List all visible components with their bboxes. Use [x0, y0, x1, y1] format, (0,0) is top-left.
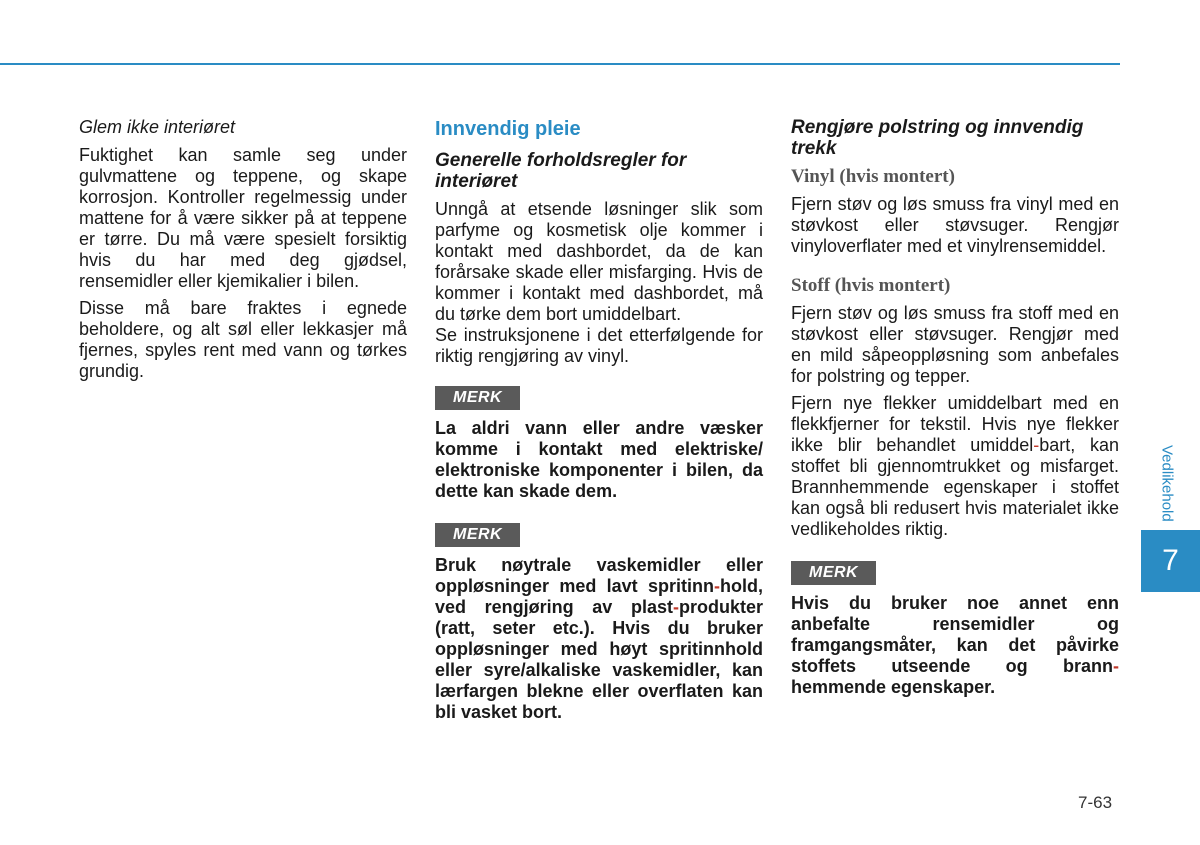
chapter-tab: 7: [1141, 530, 1200, 592]
note-badge: MERK: [791, 561, 876, 585]
page-number: 7-63: [1078, 793, 1113, 812]
hyphen: -: [1113, 656, 1119, 676]
note-text-part: Bruk nøytrale vaskemidler eller oppløsninger med lavt spritinn: [435, 555, 763, 596]
hyphen: -: [1033, 435, 1040, 455]
vinyl-heading: Vinyl (hvis montert): [791, 166, 955, 187]
note-fabric: [791, 561, 1119, 698]
vinyl-text: Fjern støv og løs smuss fra vinyl med en støvkost eller støvsuger. Rengjør vinyloverflater med et vinylrensemiddel.: [791, 194, 1119, 256]
note-electrical-text: La aldri vann eller andre væsker komme i kontakt med elektriske/ elektroniske komponenter i bilen, da dette kan skade dem.: [435, 418, 763, 501]
column-1: [79, 117, 407, 388]
note-text-part: Hvis du bruker noe annet enn anbefalte rensemidler og framgangsmåter, kan det påvirke stoffets utseende og brann: [791, 593, 1119, 676]
note-text-part: hemmende egenskaper.: [791, 677, 996, 697]
vinyl-instructions-paragraph: Se instruksjonene i det etterfølgende for riktig rengjøring av vinyl.: [435, 325, 763, 366]
note-badge: MERK: [435, 523, 520, 547]
corrosive-solutions-paragraph: Unngå at etsende løsninger slik som parfyme og kosmetisk olje kommer i kontakt med dashbordet, da de kan forårsake skade eller misfarging. Hvis de kommer i kontakt med dashbordet, må du tørke dem bort umiddelbart.: [435, 199, 763, 324]
note-detergents-text: [435, 555, 763, 723]
note-badge: MERK: [435, 386, 520, 410]
general-precautions-heading: Generelle forholdsregler for interiøret: [435, 150, 687, 192]
upholstery-cleaning-heading: Rengjøre polstring og innvendig trekk: [791, 117, 1084, 159]
moisture-paragraph: Fuktighet kan samle seg under gulvmattene og teppene, og skape korrosjon. Kontroller regelmessig under mattene for å være sikker på at teppene er tørre. Du må være spesielt forsiktig hvis du har med deg gjødsel, rensemidler eller kjemikalier i bilen.: [79, 145, 407, 291]
stains-text: [791, 393, 1119, 540]
section-side-label: Vedlikehold: [1158, 444, 1176, 522]
note-fabric-text: [791, 593, 1119, 698]
note-electrical: [435, 386, 763, 502]
column-3: [791, 117, 1119, 704]
interior-reminder-label: Glem ikke interiøret: [79, 117, 236, 137]
column-2: [435, 117, 763, 729]
stains-text-part: Fjern nye flekker umiddelbart med en flekkfjerner for tekstil. Hvis nye flekker ikke blir behandlet umiddel: [791, 393, 1119, 455]
note-text-part: hold, ved rengjøring av plast: [435, 576, 763, 617]
hyphen: -: [672, 597, 679, 617]
containers-paragraph: Disse må bare fraktes i egnede beholdere, og alt søl eller lekkasjer må fjernes, spyles rent med vann og tørkes grundig.: [79, 298, 407, 381]
note-detergents: [435, 523, 763, 723]
top-rule: [0, 63, 1120, 65]
stains-text-part: bart, kan stoffet bli gjennomtrukket og misfarget. Brannhemmende egenskaper i stoffet kan også bli redusert hvis materialet ikke vedlikeholdes riktig.: [791, 435, 1119, 539]
fabric-text: Fjern støv og løs smuss fra stoff med en støvkost eller støvsuger. Rengjør med en mild såpeoppløsning som anbefales for polstring og tepper.: [791, 303, 1119, 386]
fabric-heading: Stoff (hvis montert): [791, 275, 951, 296]
note-text-part: produkter (ratt, seter etc.). Hvis du bruker oppløsninger med høyt spritinnhold eller syre/alkaliske vaskemidler, kan lærfargen blekne eller overflaten kan bli vasket bort.: [435, 597, 763, 722]
hyphen: -: [714, 576, 720, 596]
interior-care-title: Innvendig pleie: [435, 118, 581, 140]
